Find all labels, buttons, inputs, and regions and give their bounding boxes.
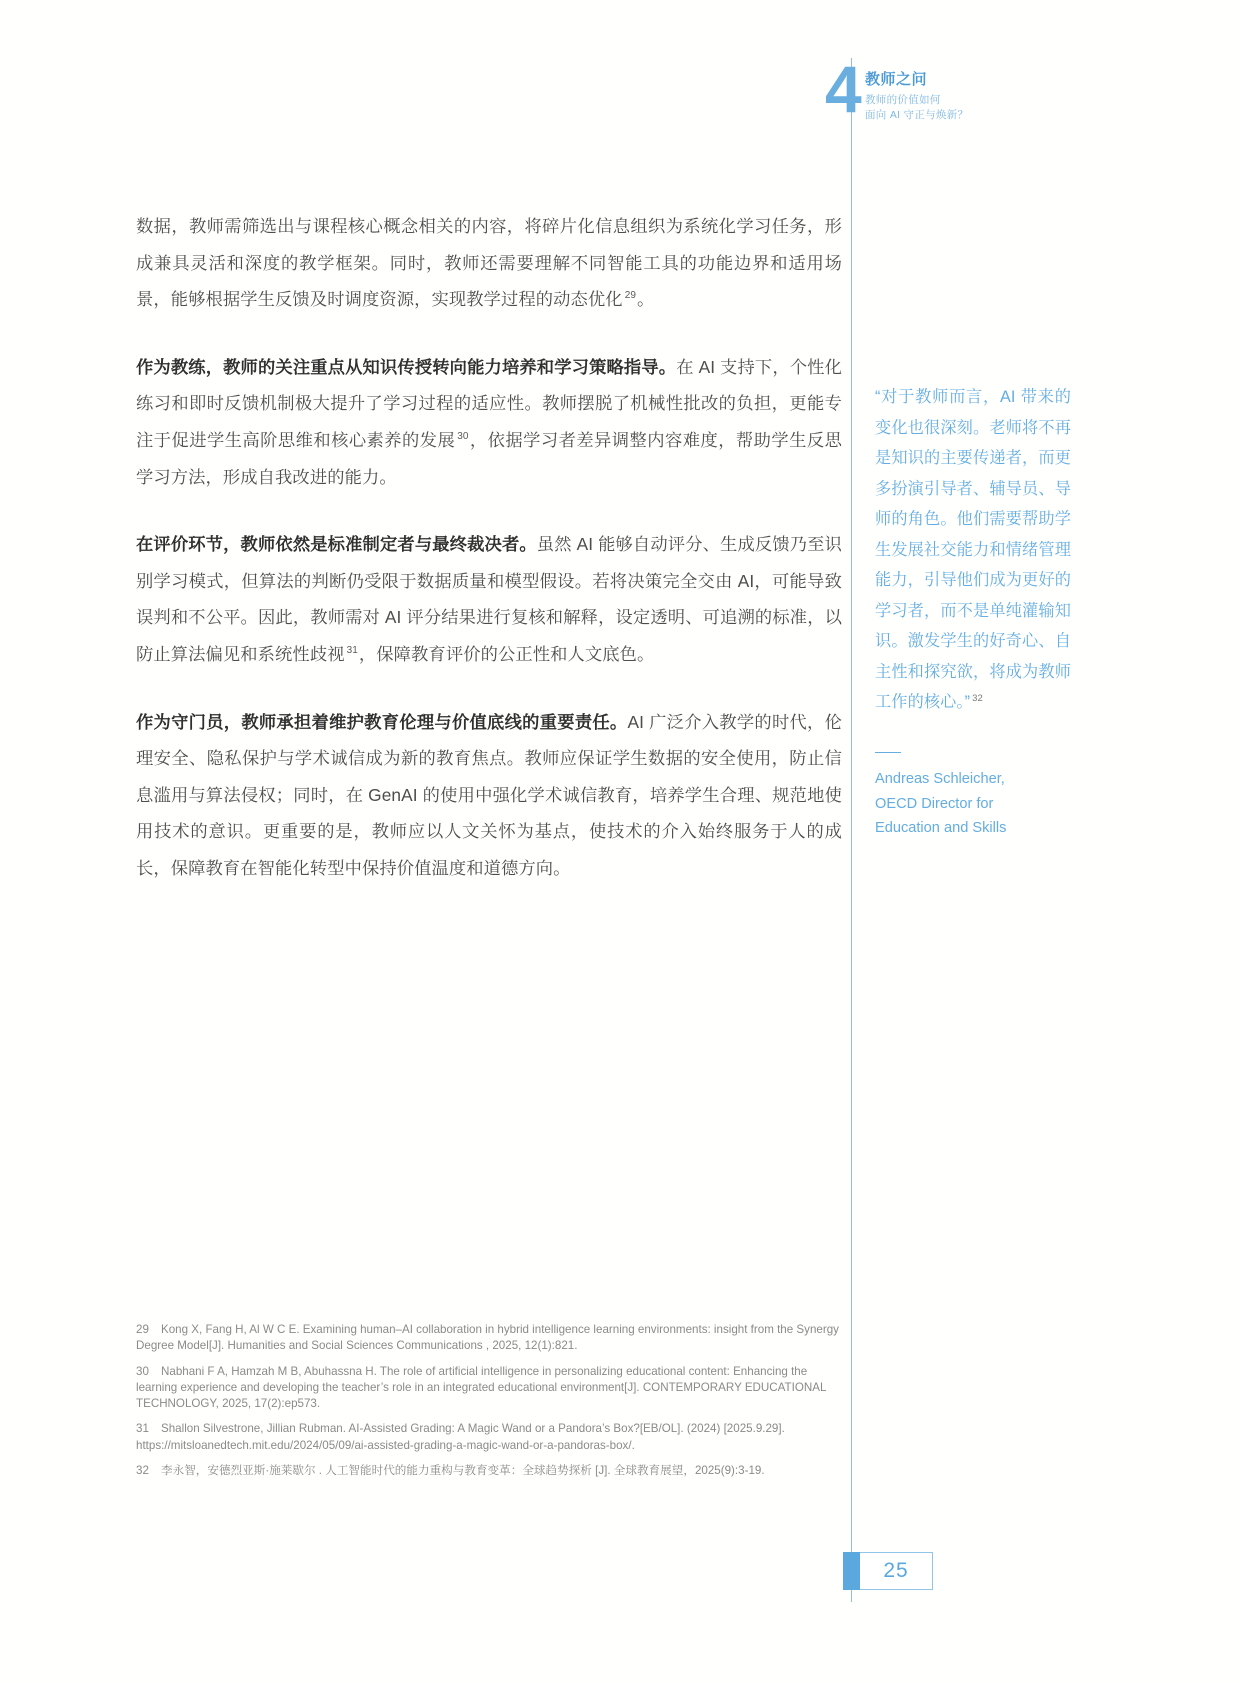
footnote-ref-30[interactable]: 30 [457,431,469,443]
footnote-text: 李永智，安德烈亚斯·施莱歇尔 . 人工智能时代的能力重构与教育变革：全球趋势探析 [J]. 全球教育展望，2025(9):3-19. [161,1464,765,1478]
paragraph-tail: ，依据学习者差异调整内容难度，帮助学生反思学习方法，形成自我改进的能力。 [136,429,842,487]
footnote-item [136,1322,848,1355]
pull-quote-text [875,382,1071,718]
footnote-ref-32[interactable]: 32 [972,692,983,704]
pull-quote-body: “对于教师而言，AI 带来的变化也很深刻。老师将不再是知识的主要传递者，而更多扮演引导者、辅导员、导师的角色。他们需要帮助学生发展社交能力和情绪管理能力，引导他们成为更好的学习者，而不是单纯灌输知识。激发学生的好奇心、自主性和探究欲，将成为教师工作的核心。” [875,388,1071,711]
body-column [136,208,842,887]
footnote-list [136,1322,848,1479]
running-header [820,52,1150,142]
footnote-item [136,1421,848,1454]
chapter-subtitle [865,93,1145,122]
footnote-number: 29 [136,1323,149,1336]
paragraph-text: 在 AI 支持下，个性化练习和即时反馈机制极大提升了学习过程的适应性。教师摆脱了机械性批改的负担，更能专注于促进学生高阶思维和核心素养的发展 [136,356,842,450]
footnote-ref-31[interactable]: 31 [346,645,358,657]
attribution-name: Andreas Schleicher, [875,771,1005,788]
page-folio [843,1552,933,1590]
chapter-subtitle-line1: 教师的价值如何 [865,94,941,106]
footnote-text: Shallon Silvestrone, Jillian Rubman. AI-Assisted Grading: A Magic Wand or a Pandora’s Box?[EB/OL]. (2024) [2025.9.29]. https://mitsloanedtech.mit.edu/2024/05/09/ai-assisted-grading-a-magic-wand-or-a-pandoras-box/. [136,1422,785,1452]
paragraph [136,208,842,318]
paragraph-tail: ，保障教育评价的公正性和人文底色。 [358,643,655,664]
footnote-number: 31 [136,1422,149,1436]
attribution-role-line2: Education and Skills [875,820,1007,837]
paragraph-text: 数据，教师需筛选出与课程核心概念相关的内容，将碎片化信息组织为系统化学习任务，形成兼具灵活和深度的教学框架。同时，教师还需要理解不同智能工具的功能边界和适用场景，能够根据学生反馈及时调度资源，实现教学过程的动态优化 [136,216,842,310]
paragraph [136,349,842,495]
page-number: 25 [883,1559,909,1582]
folio-box [860,1552,933,1590]
attribution-role-line1: OECD Director for [875,795,994,812]
paragraph-text: 虽然 AI 能够自动评分、生成反馈乃至识别学习模式，但算法的判断仍受限于数据质量和模型假设。若将决策完全交由 AI，可能导致误判和不公平。因此，教师需对 AI 评分结果进行复核和解释，设定透明、可追溯的标准，以防止算法偏见和系统性歧视 [136,534,842,664]
running-header-text [865,70,1145,122]
footnote-number: 30 [136,1364,149,1378]
chapter-title: 教师之问 [865,71,928,88]
pull-quote-attribution [875,767,1071,841]
footnote-text: Kong X, Fang H, Al W C E. Examining human–AI collaboration in hybrid intelligence learning environments: insight from the Synergy Degree Model[J]. Humanities and Social Sciences Communications , 2025, 12(1):821. [136,1323,839,1353]
paragraph-text: AI 广泛介入教学的时代，伦理安全、隐私保护与学术诚信成为新的教育焦点。教师应保证学生数据的安全使用，防止信息滥用与算法侵权；同时，在 GenAI 的使用中强化学术诚信教育，培养学生合理、规范地使用技术的意识。更重要的是，教师应以人文关怀为基点，使技术的介入始终服务于人的成长，保障教育在智能化转型中保持价值温度和道德方向。 [136,711,842,878]
chapter-number: 4 [825,52,860,126]
paragraph-lead: 作为守门员，教师承担着维护教育伦理与价值底线的重要责任。 [136,711,628,732]
paragraph-lead: 作为教练，教师的关注重点从知识传授转向能力培养和学习策略指导。 [136,356,677,377]
footnote-ref-29[interactable]: 29 [624,290,637,302]
paragraph [136,704,842,887]
paragraph-tail: 。 [637,289,655,310]
column-divider-rule [851,58,852,1540]
pull-quote-divider [875,752,901,754]
footnote-item [136,1463,848,1479]
footnote-item [136,1364,848,1413]
chapter-subtitle-line2: 面向 AI 守正与焕新？ [865,108,969,121]
footnote-text: Nabhani F A, Hamzah M B, Abuhassna H. The role of artificial intelligence in personalizing educational content: Enhancing the learning experience and developing the teacher’s role in an integrated educational environment[J]. CONTEMPORARY EDUCATIONAL TECHNOLOGY, 2025, 17(2):ep573. [136,1364,826,1411]
paragraph [136,526,842,672]
paragraph-lead: 在评价环节，教师依然是标准制定者与最终裁决者。 [136,534,537,555]
pull-quote [875,382,1071,841]
folio-accent-block [843,1552,860,1590]
footnote-number: 32 [136,1464,149,1478]
